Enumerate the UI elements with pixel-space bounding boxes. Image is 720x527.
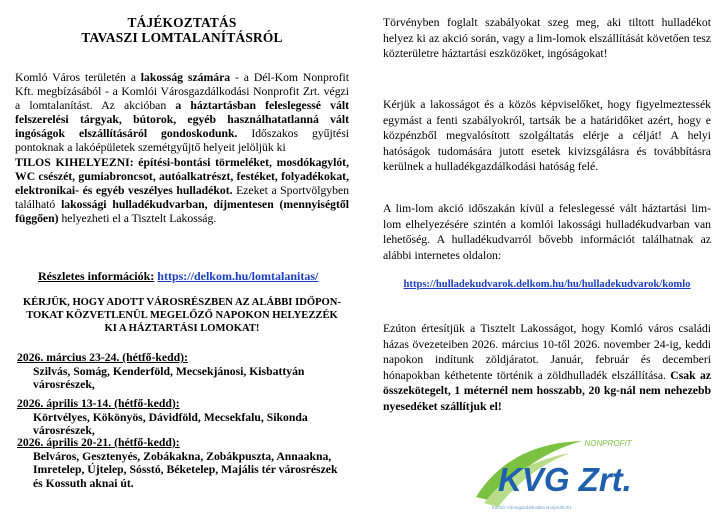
schedule-date: 2026. április 13-14. (hétfő-kedd):: [17, 397, 180, 410]
schedule-item: [17, 436, 349, 490]
waste-yard-link[interactable]: https://hulladekudvarok.delkom.hu/hu/hulladekudvarok/komlo: [403, 279, 691, 290]
intro-paragraph: Komló Város területén a lakosság számára - a Dél-Kom Nonprofit Kft. megbízásából - a Komlói Városgazdálkodási Nonprofit Zrt. végzi a lomtalanítást. Az akcióban a háztartásban feleslegessé vált felszerelési tárgyak, bútorok, egyéb használhatatlanná vált ingóságok elszállításáról gondoskodunk. Időszakos gyűjtési pontoknak a lakóépületek szemétgyűjtő helyeit jelöljük ki TILOS KIHELYEZNI: építési-bontási törmeléket, mosdókagylót, WC csészét, gumiabroncsot, autóalkatrészt, festéket, folyadékokat, elektronikai- és egyéb veszélyes hulladékot. Ezeket a Sportvölgyben található lakossági hulladékudvarban, díjmentesen (mennyiségtől függően) helyezheti el a Tisztelt Lakosság.: [15, 71, 350, 225]
waste-yard-paragraph: A lim-lom akció időszakán kívül a feleslegessé vált háztartási lim-lom elhelyezésére szintén a komlói lakossági hulladékudvarban van lehetőség. A hulladékudvarról bővebb információt találhatnak az alábbi internetes oldalon:: [383, 202, 711, 262]
rules-paragraph: Törvényben foglalt szabályokat szeg meg, aki tiltott hulladékot helyez ki az akció során, vagy a lim-lomok elszállítását követően tesz közterületre háztartási eszközöket, ingóságokat!: [383, 16, 711, 61]
logo-tag: NONPROFIT: [584, 439, 632, 448]
logo-name: KVG Zrt.: [498, 461, 632, 498]
kvg-logo: [470, 435, 640, 515]
delkom-link[interactable]: https://delkom.hu/lomtalanitas/: [157, 269, 319, 283]
green-waste-paragraph: Ezúton értesítjük a Tisztelt Lakosságot, hogy Komló város családi házas övezeteiben 2026. március 10-től 2026. november 24-ig, keddi napokon indítunk zöldjáratot. Január, február és decemberi hónapokban kéthetente történik a zöldhulladék elszállítása. Csak az összekötegelt, 1 méternél nem hosszabb, 20 kg-nál nem nehezebb nyesedéket szállítjuk el!: [383, 322, 711, 413]
notice-subtitle: TAVASZI LOMTALANÍTÁSRÓL: [81, 30, 283, 45]
schedule-date: 2026. március 23-24. (hétfő-kedd):: [17, 351, 188, 364]
schedule-date: 2026. április 20-21. (hétfő-kedd):: [17, 436, 180, 449]
schedule-places: Belváros, Gesztenyés, Zobákakna, Zobákpuszta, Annaakna, Imretelep, Újtelep, Sósstó, Béketelep, Majális tér városrészek és Kossuth aknai út.: [33, 449, 338, 490]
request-notice: KÉRJÜK, HOGY ADOTT VÁROSRÉSZBEN AZ ALÁBBI IDŐPON- TOKAT KÖZVETLENÜL MEGELŐZŐ NAPOKON HELYEZZÉK KI A HÁZTARTÁSI LOMOKAT!: [23, 297, 341, 334]
schedule-places: Körtvélyes, Kökönyös, Dávidföld, Mecsekfalu, Sikonda városrészek,: [33, 410, 308, 438]
schedule-item: [17, 351, 349, 392]
warning-paragraph: Kérjük a lakosságot és a közös képviselőket, hogy figyelmeztessék egymást a fenti szabályokról, tartsák be a határidőket azért, hogy e közpénzből megvalósított szolgáltatás elérje a célját! A helyi hatóságok tudomására jutott esetek kivizsgálásra és továbbításra kerülnek a hulladékgazdálkodási hatóság felé.: [383, 98, 711, 174]
details-label: Részletes információk:: [38, 269, 155, 283]
logo-subtitle: Komlói Városgazdálkodási Nonprofit Zrt.: [491, 505, 573, 510]
details-line: [38, 269, 318, 283]
notice-title: TÁJÉKOZTATÁS: [127, 15, 237, 30]
schedule-item: [17, 397, 349, 438]
schedule-places: Szilvás, Somág, Kenderföld, Mecsekjánosi, Kisbattyán városrészek,: [33, 364, 305, 392]
